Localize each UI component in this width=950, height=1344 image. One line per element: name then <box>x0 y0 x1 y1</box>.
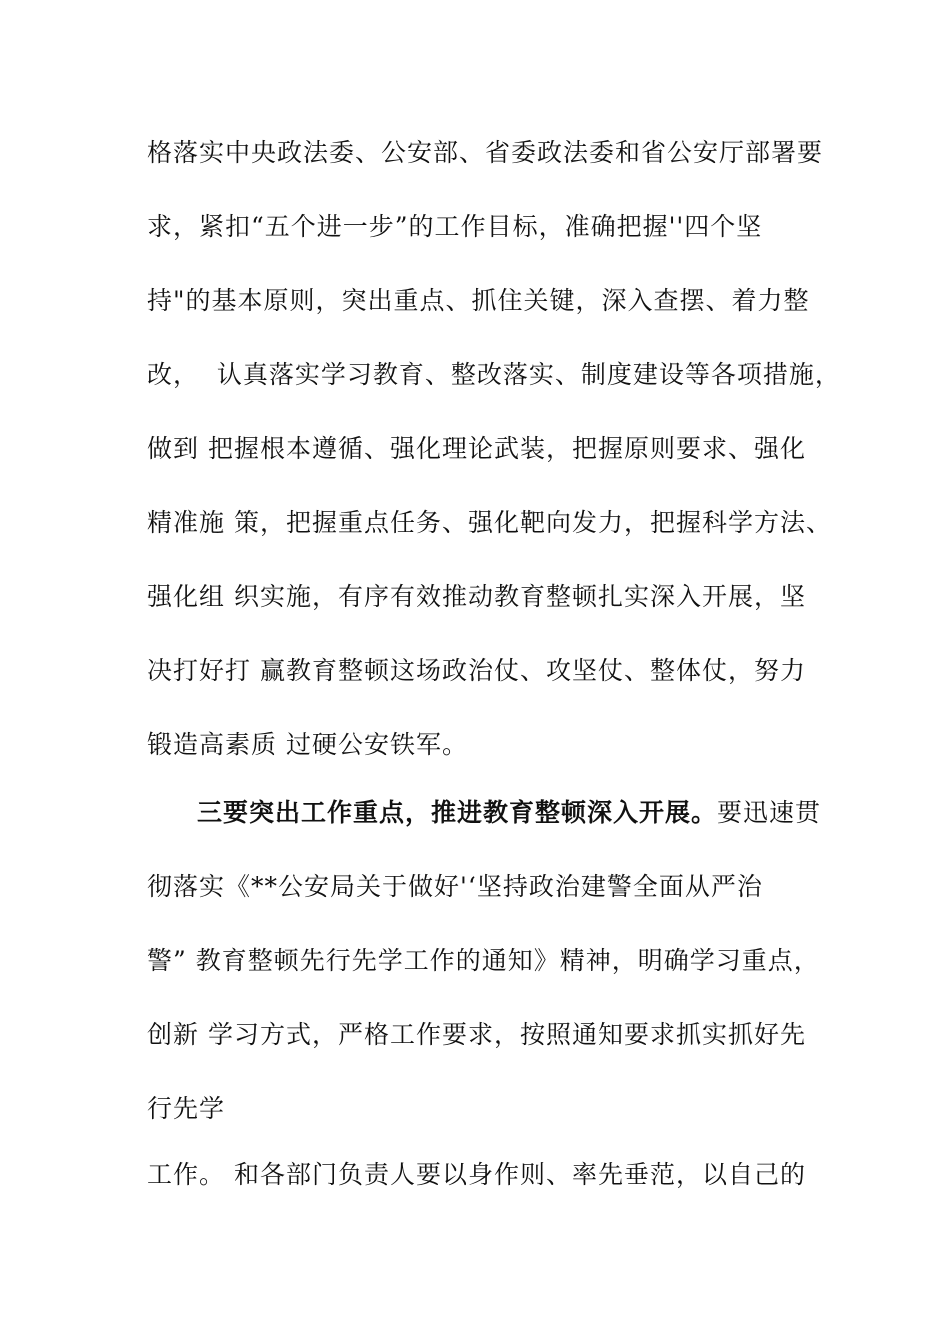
paragraph1-line-1: 格落实中央政法委、公安部、省委政法委和省公安厅部署要 <box>147 138 824 167</box>
paragraph1-line-7: 强化组 织实施，有序有效推动教育整顿扎实深入开展，坚 <box>147 582 806 611</box>
paragraph1-line-9: 锻造高素质 过硬公安铁军。 <box>147 730 468 759</box>
paragraph1-line-8: 决打好打 赢教育整顿这场政治仗、攻坚仗、整体仗，努力 <box>147 656 806 685</box>
paragraph2-line-6: 工作。 和各部门负责人要以身作则、率先垂范，以自己的 <box>147 1160 806 1189</box>
paragraph2-line-3: 警” 教育整顿先行先学工作的通知》精神，明确学习重点， <box>147 946 820 975</box>
paragraph2-heading: 三要突出工作重点，推进教育整顿深入开展。 <box>197 798 718 827</box>
paragraph1-line-4: 改， 认真落实学习教育、整改落实、制度建设等各项措施， <box>147 360 841 389</box>
paragraph1-line-5: 做到 把握根本遵循、强化理论武装，把握原则要求、强化 <box>147 434 806 463</box>
paragraph2-line-4: 创新 学习方式，严格工作要求，按照通知要求抓实抓好先 <box>147 1020 806 1049</box>
paragraph2-line-5: 行先学 <box>147 1094 226 1123</box>
paragraph2-first-line <box>197 796 821 830</box>
paragraph2-first-line-rest: 要迅速贯 <box>717 798 822 827</box>
paragraph1-line-3: 持"的基本原则，突出重点、抓住关键，深入查摆、着力整 <box>147 286 810 315</box>
paragraph1-line-2: 求，紧扣“五个进一步”的工作目标，准确把握''四个坚 <box>147 212 763 241</box>
paragraph2-line-2: 彻落实《**公安局关于做好'‘坚持政治建警全面从严治 <box>147 872 763 901</box>
paragraph1-line-6: 精准施 策，把握重点任务、强化靶向发力，把握科学方法、 <box>147 508 832 537</box>
